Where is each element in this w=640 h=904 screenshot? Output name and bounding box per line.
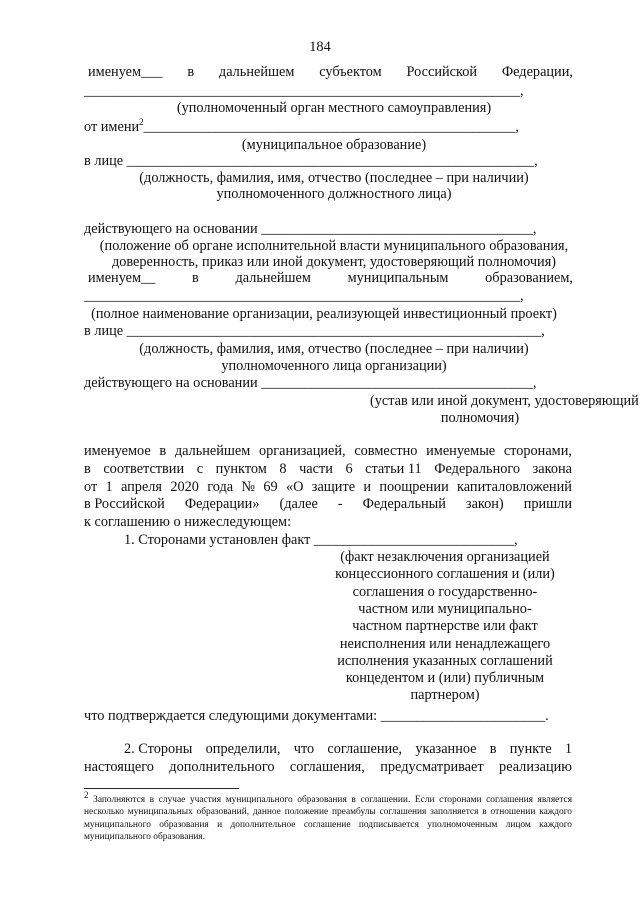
word: года xyxy=(207,478,234,495)
word: именуем__ xyxy=(88,270,156,286)
authority-caption: (уполномоченный орган местного самоуправления) xyxy=(176,100,492,116)
word: и xyxy=(363,478,372,495)
footnote xyxy=(84,789,573,843)
word: закон) xyxy=(465,496,504,513)
footnote-ref: 2 xyxy=(139,117,144,128)
v-litse-line: в лице __________________________________________________________, xyxy=(84,323,545,339)
official-caption: уполномоченного должностного лица) xyxy=(216,186,452,202)
word: - xyxy=(337,496,343,513)
word: сторонами, xyxy=(503,443,572,459)
municipality-caption: (муниципальное образование) xyxy=(241,137,427,153)
word: соглашение, xyxy=(327,741,403,757)
word: в Российской xyxy=(84,496,165,513)
fact-caption-line: (факт незаключения организацией xyxy=(340,549,550,565)
ot-imeni-line xyxy=(84,118,519,136)
word: указанное xyxy=(415,741,477,757)
clause-1: 1. Сторонами установлен факт ____________________________, xyxy=(124,532,518,548)
word: (далее xyxy=(279,496,318,513)
blank-line: _____________________________________________________________, xyxy=(84,83,524,99)
word: 2. Стороны xyxy=(124,741,193,757)
word: 8 xyxy=(279,460,287,477)
blank-line: _____________________________________________________________, xyxy=(84,288,524,304)
word: № xyxy=(241,478,256,495)
page-number: 184 xyxy=(309,39,331,55)
fact-caption-line: концессионного соглашения и (или) xyxy=(335,566,555,583)
charter-caption: (устав или иной документ, удостоверяющий xyxy=(370,393,639,409)
word: закона xyxy=(532,460,572,477)
word: дальнейшем xyxy=(235,270,311,286)
fact-caption-line: частном партнерстве или факт xyxy=(352,618,538,635)
org-official-caption: уполномоченного лица организации) xyxy=(221,358,447,374)
footnote-divider xyxy=(84,788,239,789)
word: в xyxy=(187,64,195,80)
word: соглашения, xyxy=(289,759,365,775)
fact-caption-line: частном или муниципально- xyxy=(358,600,532,617)
word: в xyxy=(159,443,167,459)
word: 1 xyxy=(564,741,572,757)
word: статьи 11 xyxy=(365,460,422,477)
word: 69 xyxy=(263,478,278,495)
word: образованием, xyxy=(485,270,573,286)
word: защите xyxy=(311,478,356,495)
word: именуемое xyxy=(84,443,151,459)
ot-imeni-label: от имени xyxy=(84,119,140,135)
word: Федерации, xyxy=(501,64,573,80)
confirmed-line: что подтверждается следующими документами: _______________________. xyxy=(84,708,549,724)
fact-caption-line: исполнения указанных соглашений xyxy=(337,652,553,669)
word: 2020 xyxy=(170,478,199,495)
word: апреля xyxy=(121,478,163,495)
word: капиталовложений xyxy=(457,478,572,495)
word: дальнейшем xyxy=(174,443,251,459)
word: в xyxy=(489,741,497,757)
word: пришли xyxy=(523,496,572,513)
word: от xyxy=(84,478,98,495)
clause-2-line xyxy=(124,740,572,758)
fact-caption-line: неисполнения или ненадлежащего xyxy=(339,635,551,652)
v-litse-line: в лице _________________________________________________________, xyxy=(84,153,538,169)
org-caption: (полное наименование организации, реализующей инвестиционный проект) xyxy=(91,306,557,322)
word: Российской xyxy=(406,64,478,80)
imenuem-line xyxy=(88,63,573,81)
word: что xyxy=(293,741,315,757)
word: определили, xyxy=(205,741,281,757)
word: с xyxy=(196,460,204,477)
word: 1 xyxy=(105,478,113,495)
fact-caption-line: концедентом и (или) публичным xyxy=(345,670,545,687)
word: дальнейшем xyxy=(218,64,295,80)
word: предусматривает xyxy=(380,759,484,775)
word: субъектом xyxy=(319,64,382,80)
footnote-mark: 2 xyxy=(84,789,89,800)
word: Федерации» xyxy=(184,496,260,513)
word: именуемые xyxy=(426,443,496,459)
word: поощрении xyxy=(379,478,449,495)
fact-caption-line: соглашения о государственно- xyxy=(352,583,538,600)
clause-2-line xyxy=(84,758,572,776)
regulation-caption: (положение об органе исполнительной власти муниципального образования, xyxy=(99,238,569,254)
footnote-text: Заполняются в случае участия муниципального образования в соглашении. Если сторонами соглашения является несколько муниципальных образований, данное положение преамбулы соглашения заполняется в отношении каждого муниципального образования и дополнительное соглашение подписывается уполномоченным лицом каждого муниципального образования. xyxy=(84,795,573,842)
official-caption: (должность, фамилия, имя, отчество (последнее – при наличии) xyxy=(139,170,529,186)
body-line xyxy=(84,478,572,496)
word: организацией, xyxy=(258,443,346,459)
org-official-caption: (должность, фамилия, имя, отчество (последнее – при наличии) xyxy=(139,341,529,357)
body-paragraph-last: к соглашению о нижеследующем: xyxy=(84,514,292,530)
word: Федеральный xyxy=(362,496,446,513)
fact-caption-line: партнером) xyxy=(410,687,480,704)
word: Федерального xyxy=(434,460,521,477)
word: в xyxy=(192,270,199,286)
word: именуем___ xyxy=(88,64,163,80)
body-line xyxy=(84,460,572,478)
imenuem-line xyxy=(88,269,573,287)
word: настоящего xyxy=(84,759,154,775)
word: дополнительного xyxy=(169,759,275,775)
word: пунктом xyxy=(215,460,267,477)
word: «О xyxy=(286,478,304,495)
word: пункте xyxy=(509,741,552,757)
word: совместно xyxy=(354,443,418,459)
regulation-caption: доверенность, приказ или иной документ, удостоверяющий полномочия) xyxy=(111,254,557,270)
acting-basis-line: действующего на основании ______________________________________, xyxy=(84,375,537,391)
word: соответствии xyxy=(103,460,185,477)
word: в xyxy=(84,460,91,477)
ot-imeni-blank: ____________________________________________________, xyxy=(143,119,519,135)
word: 6 xyxy=(345,460,353,477)
body-line xyxy=(84,442,572,460)
word: части xyxy=(299,460,333,477)
charter-caption: полномочия) xyxy=(440,410,520,426)
acting-basis-line: действующего на основании ______________________________________, xyxy=(84,221,537,237)
word: реализацию xyxy=(499,759,572,775)
body-line xyxy=(84,495,572,513)
word: муниципальным xyxy=(347,270,449,286)
